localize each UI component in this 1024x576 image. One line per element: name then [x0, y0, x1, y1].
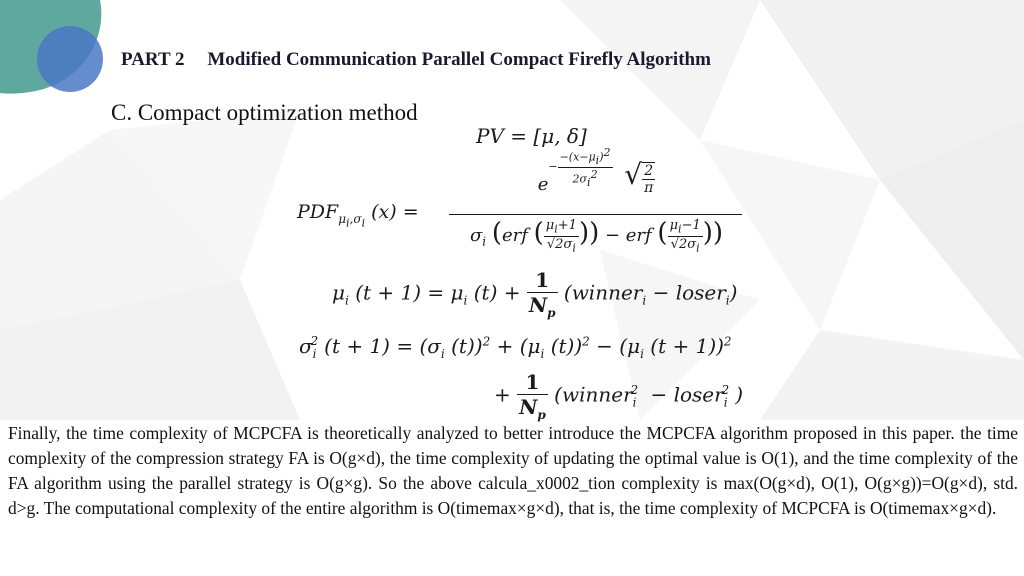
equation-pdf: $PDF_{\mu_i,\sigma_i}$ (x) = $e^{- \frac{-(x-\mu_i)^2}{2\sigma_i^2}}$ √ $\frac{2}{\pi}$ $\sigma_i$ (erf ( $\frac{\mu_i+1}{√2\sigma_i}$ )) − erf ( $\frac{\mu_i-1}{√2\sigma_i}$ )) — [297, 158, 747, 268]
part-label: PART 2 — [121, 49, 185, 70]
corner-blue-circle — [37, 26, 103, 92]
section-title: C. Compact optimization method — [111, 100, 418, 125]
complexity-paragraph: Finally, the time complexity of MCPCFA is theoretically analyzed to better introduce the MCPCFA algorithm proposed in this paper. the time complexity of the compression strategy FA is O(g×d), the time complexity of updating the optimal value is O(1), and the time complexity of the FA algorithm using the parallel strategy is O(g×g). So the above calcula_x0002_tion complexity is max(O(g×d), O(1), O(g×g))=O(g×d), std. d>g. The computational complexity of the entire algorithm is O(timemax×g×d), that is, the time complexity of MCPCFA is O(timemax×g×d). — [8, 423, 1018, 518]
slide-header — [121, 49, 711, 71]
equation-sigma-update: $\sigma_i^2$ $(t + 1) = (\sigma_i$ $(t))^2 + (\mu_i$ $(t))^2 - (\mu_i$ (t + 1))$^2$ — [299, 334, 732, 361]
equation-pv: PV = [μ, δ] — [476, 124, 587, 148]
slide-title: Modified Communication Parallel Compact Firefly Algorithm — [207, 49, 711, 70]
equation-mu-update: $\mu_i$ $(t + 1) = \mu_i$ (t) + $\frac{1}{N_p}$ (winner$_i$ − loser$_i$) — [332, 268, 738, 320]
equation-sigma-update-continued: + $\frac{1}{N_p}$ (winner$_i^2$ − loser$_i^2$ ) — [494, 370, 743, 422]
